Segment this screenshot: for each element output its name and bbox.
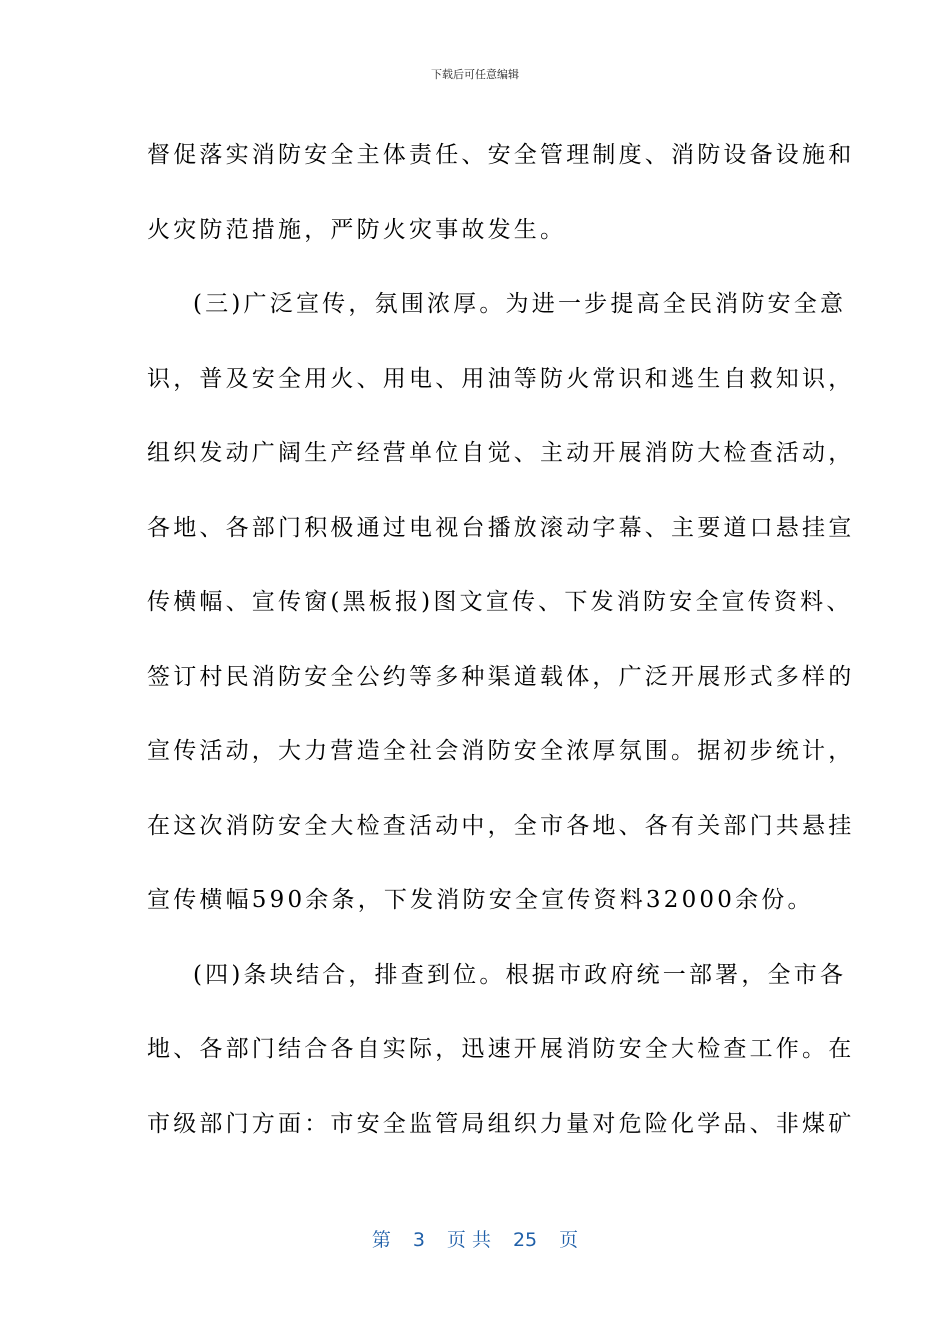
page-header: 下载后可任意编辑	[431, 68, 519, 81]
text-line: (三)广泛宣传，氛围浓厚。为进一步提高全民消防安全意	[193, 291, 847, 317]
text-line: 在这次消防安全大检查活动中，全市各地、各有关部门共悬挂	[147, 812, 855, 839]
text-line: 火灾防范措施，严防火灾事故发生。	[147, 216, 567, 243]
document-body	[147, 118, 855, 1161]
page-footer	[0, 1225, 950, 1252]
text-line: 识，普及安全用火、用电、用油等防火常识和逃生自救知识，	[147, 365, 855, 392]
page-number: 3	[412, 1229, 425, 1251]
text-line: 各地、各部门积极通过电视台播放滚动字幕、主要道口悬挂宣	[147, 514, 855, 541]
text-line: 宣传活动，大力营造全社会消防安全浓厚氛围。据初步统计，	[147, 738, 855, 764]
text-line: 督促落实消防安全主体责任、安全管理制度、消防设备设施和	[147, 142, 855, 168]
text-line: 宣传横幅590余条，下发消防安全宣传资料32000余份。	[147, 887, 814, 913]
text-line: 传横幅、宣传窗(黑板报)图文宣传、下发消防安全宣传资料、	[147, 589, 853, 615]
text-line: 组织发动广阔生产经营单位自觉、主动开展消防大检查活动，	[147, 440, 855, 466]
text-line: (四)条块结合，排查到位。根据市政府统一部署，全市各	[193, 961, 847, 988]
paragraph-3	[147, 267, 855, 938]
paragraph-2-continuation	[147, 118, 855, 267]
text-line: 地、各部门结合各自实际，迅速开展消防安全大检查工作。在	[147, 1036, 855, 1062]
page-middle: 页 共	[446, 1229, 491, 1251]
text-line: 市级部门方面：市安全监管局组织力量对危险化学品、非煤矿	[147, 1110, 855, 1137]
text-line: 签订村民消防安全公约等多种渠道载体，广泛开展形式多样的	[147, 663, 855, 690]
total-pages: 25	[512, 1229, 538, 1251]
page-suffix: 页	[559, 1229, 579, 1251]
page-prefix: 第	[371, 1229, 391, 1251]
paragraph-4	[147, 938, 855, 1162]
